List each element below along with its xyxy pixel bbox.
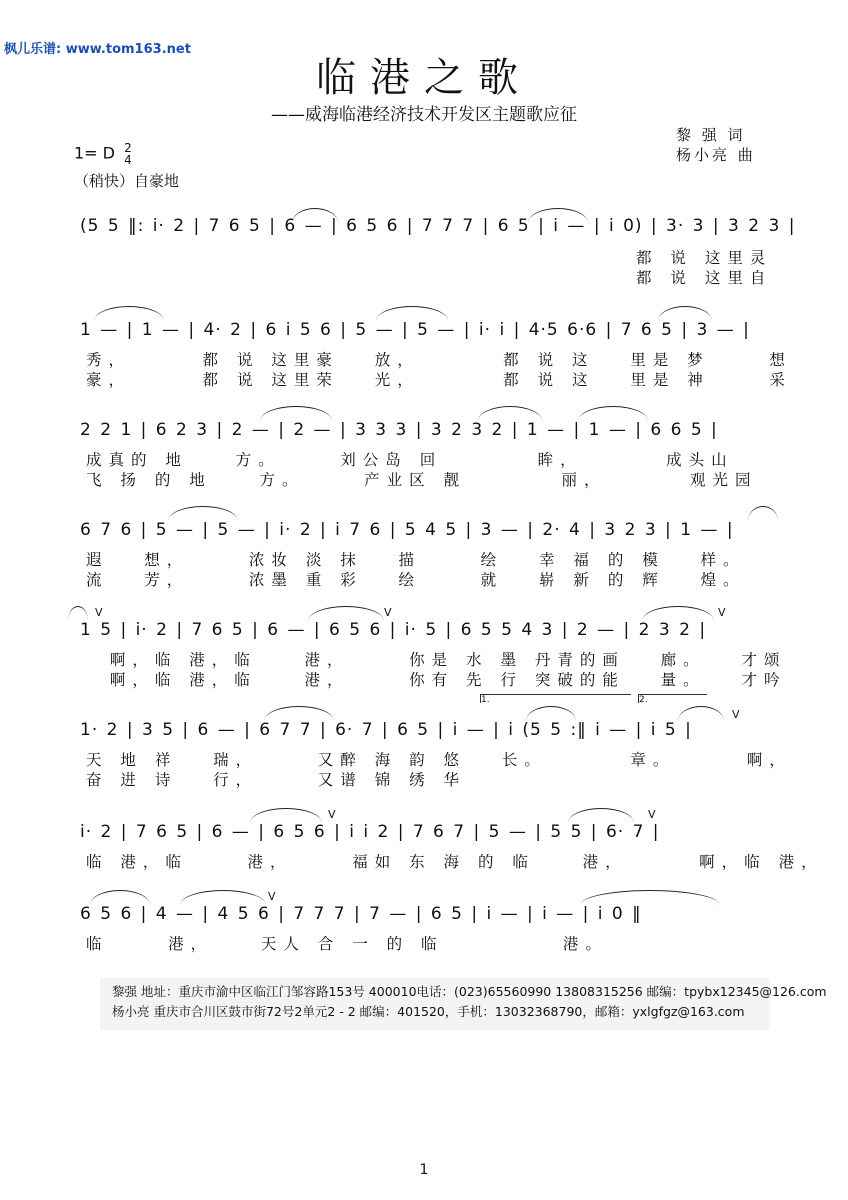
- breath-mark: V: [718, 606, 726, 619]
- music-line-2: 1 — | 1 — | 4· 2 | 6 i 5 6 | 5 — | 5 — | i· i | 4·5 6·6 | 7 6 5 | 3 — |: [80, 320, 750, 340]
- lyric-line-3-verse-1: 成真的 地 方。 刘公岛 回 眸， 成头山: [86, 451, 734, 469]
- music-line-4: 6 7 6 | 5 — | 5 — | i· 2 | i 7 6 | 5 4 5 | 3 — | 2· 4 | 3 2 3 | 1 — |: [80, 520, 734, 540]
- time-signature: [124, 142, 132, 166]
- page-number: 1: [419, 1162, 429, 1178]
- lyric-line-4-verse-2: 流 芳， 浓墨 重 彩 绘 就 崭 新 的 辉 煌。: [86, 571, 746, 589]
- slur: [376, 306, 448, 321]
- contact-footer: [100, 978, 827, 1030]
- lyric-line-2-verse-2: 豪， 都 说 这里荣 光， 都 说 这 里是 神 采: [86, 371, 792, 389]
- song-subtitle: ——威海临港经济技术开发区主题歌应征: [271, 105, 577, 125]
- lyric-line-8: 临 港， 天人 合 一 的 临 港。: [86, 935, 608, 953]
- time-sig-bottom: 4: [124, 153, 132, 167]
- lyric-line-7: 临 港，临 港， 福如 东 海 的 临 港， 啊，临 港，: [86, 853, 824, 871]
- lyric-line-4-verse-1: 遐 想， 浓妆 淡 抹 描 绘 幸 福 的 模 样。: [86, 551, 746, 569]
- breath-mark: V: [732, 708, 740, 721]
- breath-mark: V: [648, 808, 656, 821]
- composer-credit: 杨小亮 曲: [676, 146, 756, 164]
- slur: [264, 706, 334, 721]
- music-line-8: 6 5 6 | 4 — | 4 5 6 | 7 7 7 | 7 — | 6 5 | i — | i — | i 0 ‖: [80, 904, 642, 924]
- slur: [260, 406, 332, 421]
- lyric-line-2-verse-1: 秀， 都 说 这里豪 放， 都 说 这 里是 梦 想: [86, 351, 792, 369]
- breath-mark: V: [95, 606, 103, 619]
- key-label: 1= D: [74, 143, 115, 163]
- slur: [478, 406, 542, 421]
- song-title: 临港之歌: [316, 55, 532, 101]
- slur: [748, 506, 778, 521]
- lyric-line-5-verse-2: 啊，临 港，临 港， 你有 先 行 突破的能 量。 才吟: [86, 671, 787, 689]
- first-ending: 1.: [480, 694, 631, 703]
- slur: [568, 808, 634, 823]
- lyric-line-1-verse-2: 都 说 这里自: [636, 269, 773, 287]
- slur: [658, 306, 712, 321]
- breath-mark: V: [384, 606, 392, 619]
- time-sig-top: 2: [124, 141, 132, 155]
- slur: [168, 506, 238, 521]
- watermark: 枫儿乐谱: www.tom163.net: [4, 42, 191, 57]
- slur: [678, 706, 724, 721]
- music-line-5: 1 5 | i· 2 | 7 6 5 | 6 — | 6 5 6 | i· 5 | 6 5 5 4 3 | 2 — | 2 3 2 |: [80, 620, 707, 640]
- slur: [250, 808, 322, 823]
- slur: [90, 890, 150, 905]
- second-ending: 2.: [638, 694, 707, 703]
- lyric-line-5-verse-1: 啊，临 港，临 港， 你是 水 墨 丹青的画 廊。 才颂: [86, 651, 787, 669]
- footer-line-lyricist: 黎强 地址：重庆市渝中区临江门邹容路153号 400010电话：(023)65560990 13808315256 邮编：tpybx12345@126.com: [112, 984, 827, 999]
- music-line-1: (5 5 ‖: i· 2 | 7 6 5 | 6 — | 6 5 6 | 7 7 7 | 6 5 | i — | i 0) | 3· 3 | 3 2 3 |: [80, 216, 796, 236]
- music-line-7: i· 2 | 7 6 5 | 6 — | 6 5 6 | i i 2 | 7 6 7 | 5 — | 5 5 | 6· 7 |: [80, 822, 660, 842]
- slur: [180, 890, 266, 905]
- music-line-6: 1· 2 | 3 5 | 6 — | 6 7 7 | 6· 7 | 6 5 | i — | i (5 5 :‖ i — | i 5 |: [80, 720, 692, 740]
- lyric-line-6-verse-1: 天 地 祥 瑞， 又醉 海 韵 悠 长。 章。 啊，: [86, 751, 792, 769]
- slur: [94, 306, 164, 321]
- footer-line-composer: 杨小亮 重庆市合川区鼓市街72号2单元2 - 2 邮编：401520，手机：13032368790，邮箱：yxlgfgz@163.com: [112, 1004, 745, 1019]
- breath-mark: V: [328, 808, 336, 821]
- slur: [292, 208, 338, 223]
- slur: [68, 606, 88, 621]
- slur: [642, 606, 714, 621]
- slur: [578, 406, 648, 421]
- lyric-line-6-verse-2: 奋 进 诗 行， 又谱 锦 绣 华: [86, 771, 467, 789]
- slur: [308, 606, 384, 621]
- lyric-line-1-verse-1: 都 说 这里灵: [636, 249, 773, 267]
- key-signature: [74, 142, 132, 166]
- slur: [526, 706, 576, 721]
- lyricist-credit: 黎 强 词: [676, 126, 746, 144]
- breath-mark: V: [268, 890, 276, 903]
- slur: [580, 890, 720, 905]
- lyric-line-3-verse-2: 飞 扬 的 地 方。 产业区 靓 丽， 观光园: [86, 471, 758, 489]
- tempo-marking: （稍快）自豪地: [74, 172, 180, 190]
- slur: [528, 208, 588, 223]
- music-line-3: 2 2 1 | 6 2 3 | 2 — | 2 — | 3 3 3 | 3 2 3 2 | 1 — | 1 — | 6 6 5 |: [80, 420, 718, 440]
